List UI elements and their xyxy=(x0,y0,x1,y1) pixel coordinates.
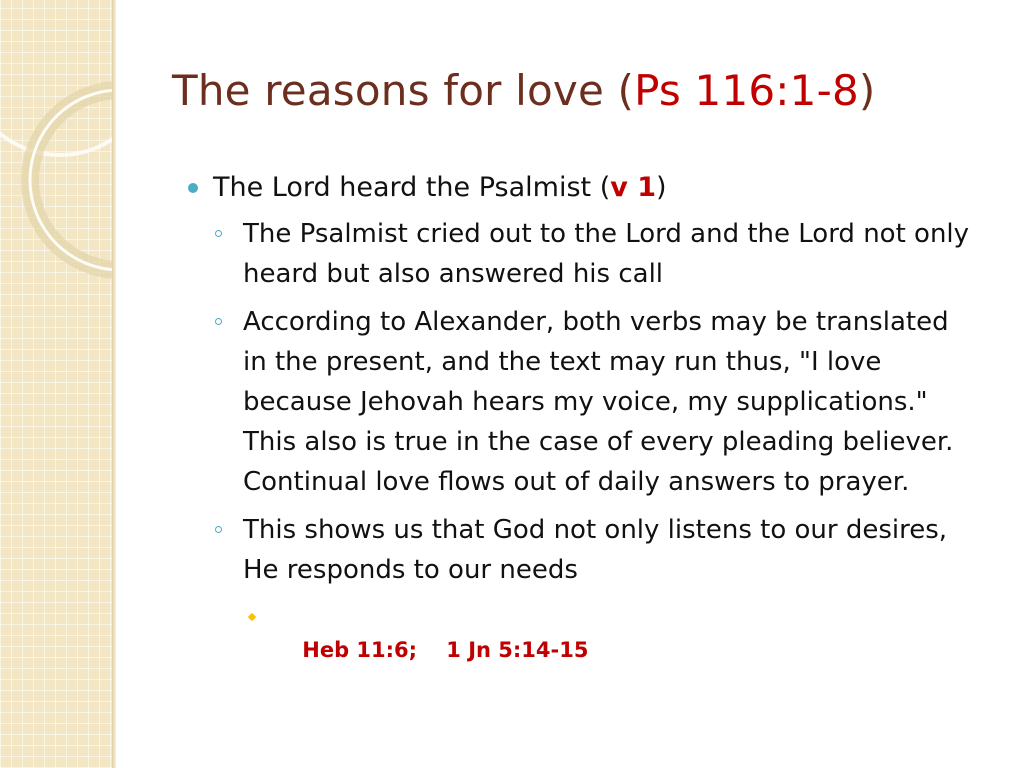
slide-title xyxy=(172,66,875,115)
teal-dot-bullet-icon xyxy=(188,183,198,193)
ring-bullet-icon xyxy=(215,526,222,533)
sub-bullet-1 xyxy=(243,214,973,294)
sub-bullet-text: According to Alexander, both verbs may be translated in the present, and the text may run thus, "I love because Jehovah hears my voice, my supplications." This also is true in the case of every pleading believer. Continual love flows out of daily answers to prayer. xyxy=(243,307,954,497)
sub-bullet-text: This shows us that God not only listens to our desires, He responds to our needs xyxy=(243,515,948,585)
reference-bullet xyxy=(273,602,988,698)
main-bullet-close: ) xyxy=(656,172,667,203)
deco-circle-large xyxy=(0,0,112,155)
gold-diamond-bullet-icon xyxy=(248,613,256,621)
decorative-sidebar xyxy=(0,0,112,768)
title-text: The reasons for love ( xyxy=(172,66,635,115)
sub-bullet-text: The Psalmist cried out to the Lord and the Lord not only heard but also answered his call xyxy=(243,219,970,289)
title-reference: Ps 116:1-8 xyxy=(634,66,859,115)
sub-bullet-3 xyxy=(243,510,973,590)
decorative-circles xyxy=(0,0,112,768)
main-bullet-text: The Lord heard the Psalmist ( xyxy=(213,172,611,203)
title-close-paren: ) xyxy=(858,66,876,115)
ring-bullet-icon xyxy=(215,230,222,237)
deco-circle-ring-highlight xyxy=(30,90,112,270)
scripture-references: Heb 11:6; 1 Jn 5:14-15 xyxy=(302,638,589,662)
sub-bullet-2 xyxy=(243,302,973,502)
verse-reference: v 1 xyxy=(610,172,657,203)
sidebar-edge xyxy=(112,0,116,768)
main-bullet xyxy=(188,168,988,208)
slide-content xyxy=(188,168,988,698)
ring-bullet-icon xyxy=(215,318,222,325)
deco-circle-ring xyxy=(30,90,112,270)
